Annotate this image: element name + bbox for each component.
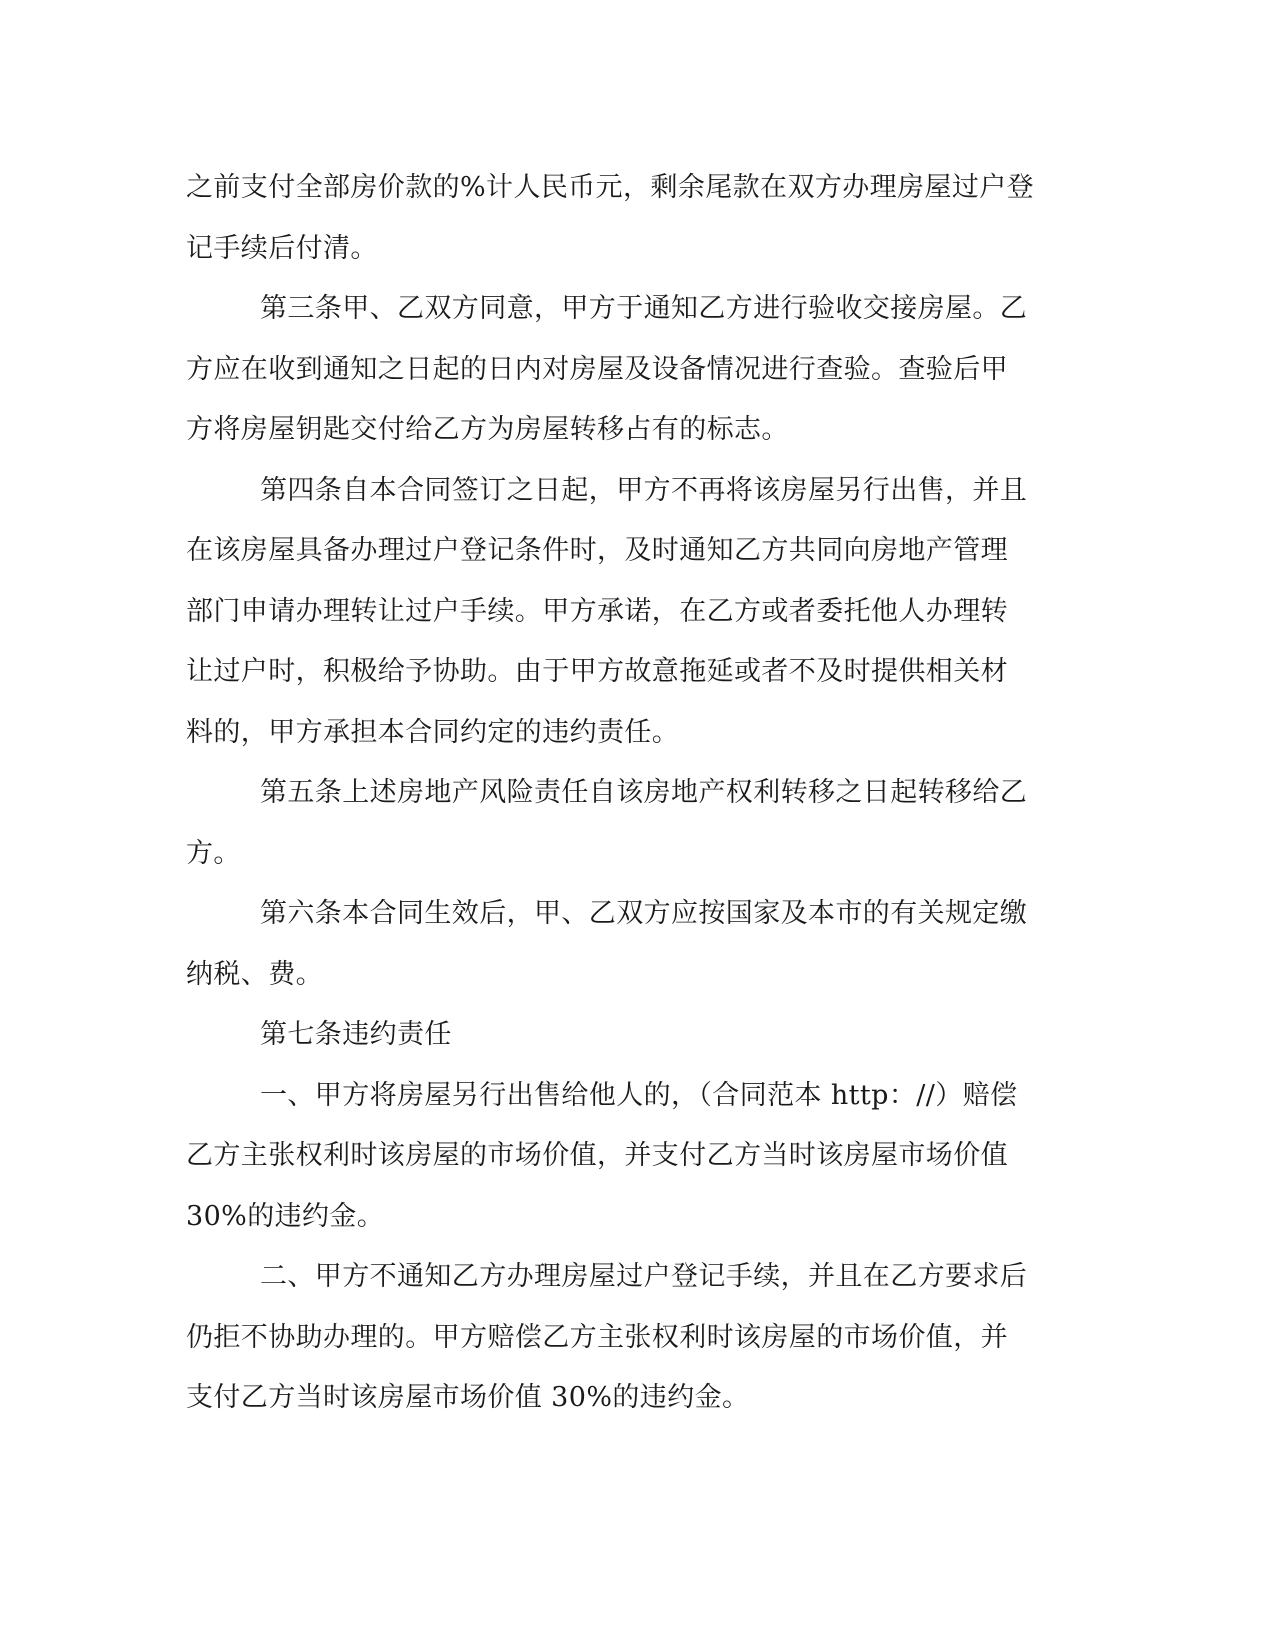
text-line: 在该房屋具备办理过户登记条件时，及时通知乙方共同向房地产管理 (186, 535, 1008, 566)
text-line: 方。 (186, 837, 241, 869)
text-line: 之前支付全部房价款的%计人民币元，剩余尾款在双方办理房屋过户登 (186, 172, 1035, 203)
text-line: 让过户时，积极给予协助。由于甲方故意拖延或者不及时提供相关材 (186, 656, 1008, 687)
clause-4-start: 第四条自本合同签订之日起，甲方不再将该房屋另行出售，并且 (260, 474, 1028, 506)
clause-7-item-2-start: 二、甲方不通知乙方办理房屋过户登记手续，并且在乙方要求后 (260, 1261, 1028, 1292)
document-body (186, 158, 1086, 1429)
clause-6-start: 第六条本合同生效后，甲、乙双方应按国家及本市的有关规定缴 (260, 898, 1028, 929)
text-line: 料的，甲方承担本合同约定的违约责任。 (186, 716, 680, 748)
text-line: 乙方主张权利时该房屋的市场价值，并支付乙方当时该房屋市场价值 (186, 1140, 1008, 1171)
text-line: 仍拒不协助办理的。甲方赔偿乙方主张权利时该房屋的市场价值，并 (186, 1321, 1008, 1353)
text-line: 纳税、费。 (186, 958, 323, 990)
clause-7-item-1-start: 一、甲方将房屋另行出售给他人的，（合同范本 http：//）赔偿 (260, 1079, 1018, 1111)
clause-5-start: 第五条上述房地产风险责任自该房地产权利转移之日起转移给乙 (260, 777, 1028, 808)
text-line: 支付乙方当时该房屋市场价值 30%的违约金。 (186, 1382, 750, 1413)
text-line: 30%的违约金。 (186, 1200, 385, 1232)
text-line: 部门申请办理转让过户手续。甲方承诺，在乙方或者委托他人办理转 (186, 595, 1008, 627)
clause-7-heading: 第七条违约责任 (260, 1019, 452, 1050)
clause-3-start: 第三条甲、乙双方同意，甲方于通知乙方进行验收交接房屋。乙 (260, 293, 1028, 324)
text-line: 记手续后付清。 (186, 232, 378, 264)
text-line: 方应在收到通知之日起的日内对房屋及设备情况进行查验。查验后甲 (186, 353, 1008, 385)
text-line: 方将房屋钥匙交付给乙方为房屋转移占有的标志。 (186, 414, 789, 445)
